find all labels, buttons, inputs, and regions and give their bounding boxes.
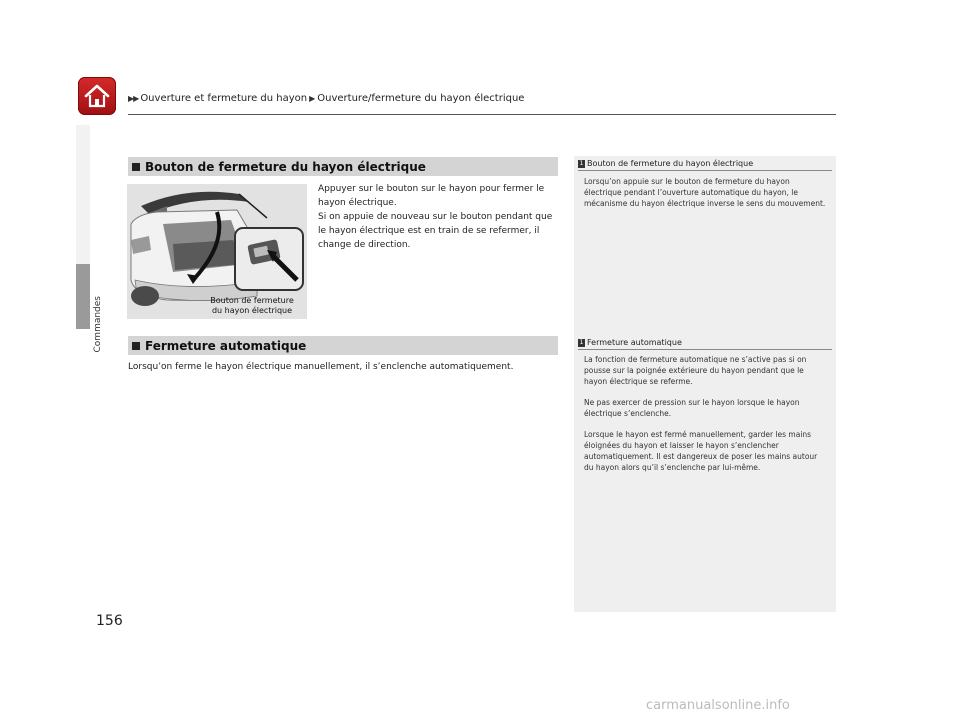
section-title: Fermeture automatique (145, 338, 307, 353)
header-divider (128, 114, 836, 115)
note-paragraph: Ne pas exercer de pression sur le hayon lorsque le hayon électrique s’enclenche. (584, 398, 800, 418)
image-caption (200, 296, 304, 316)
breadcrumb-item-1[interactable]: Ouverture et fermeture du hayon (140, 93, 308, 104)
section-title: Bouton de fermeture du hayon électrique (145, 159, 426, 174)
note-body (584, 176, 828, 219)
section-header-closing-button (128, 157, 558, 176)
note-title-text: Bouton de fermeture du hayon électrique (587, 159, 754, 168)
note-paragraph: Lorsque le hayon est fermé manuellement, garder les mains éloignées du hayon et laisser le hayon s’enclencher automatiquement. Il est dangereux de poser les mains autour du hayon alors qu’il s’enclenche par lui-même. (584, 430, 818, 472)
note-paragraph: La fonction de fermeture automatique ne s’active pas si on pousse sur la poignée extérieure du hayon pendant que le hayon électrique se referme. (584, 355, 807, 386)
note-title-text: Fermeture automatique (587, 338, 682, 347)
note-number-icon: 1 (579, 338, 584, 346)
paragraph: Appuyer sur le bouton sur le hayon pour fermer le hayon électrique. (318, 184, 545, 208)
note-title (578, 159, 753, 168)
breadcrumb (128, 93, 524, 104)
side-tab-label[interactable]: Commandes (93, 296, 103, 353)
bullet-square-icon (132, 342, 140, 350)
home-button[interactable] (78, 77, 116, 115)
page-number: 156 (96, 613, 123, 629)
breadcrumb-arrow-icon: ▶ (309, 94, 316, 103)
caption-line-2: du hayon électrique (211, 306, 293, 315)
section-body (318, 182, 563, 252)
section-header-auto-close (128, 336, 558, 355)
note-number-icon: 1 (579, 159, 584, 167)
watermark: carmanualsonline.info (646, 698, 790, 713)
note-divider (578, 349, 832, 350)
home-icon (83, 82, 111, 110)
breadcrumb-arrow-icon: ▶▶ (128, 94, 139, 103)
caption-line-1: Bouton de fermeture (210, 296, 294, 305)
note-divider (578, 170, 832, 171)
note-title (578, 338, 682, 347)
note-paragraph: Lorsqu’on appuie sur le bouton de fermeture du hayon électrique pendant l’ouverture automatique du hayon, le mécanisme du hayon électrique inverse le sens du mouvement. (584, 177, 826, 208)
note-body (584, 354, 828, 483)
side-tab-track (76, 125, 90, 264)
breadcrumb-item-2[interactable]: Ouverture/fermeture du hayon électrique (317, 93, 525, 104)
paragraph: Si on appuie de nouveau sur le bouton pendant que le hayon électrique est en train de se refermer, il change de direction. (318, 212, 553, 250)
paragraph: Lorsqu’on ferme le hayon électrique manuellement, il s’enclenche automatiquement. (128, 362, 514, 372)
side-tab-indicator[interactable] (76, 264, 90, 329)
bullet-square-icon (132, 163, 140, 171)
